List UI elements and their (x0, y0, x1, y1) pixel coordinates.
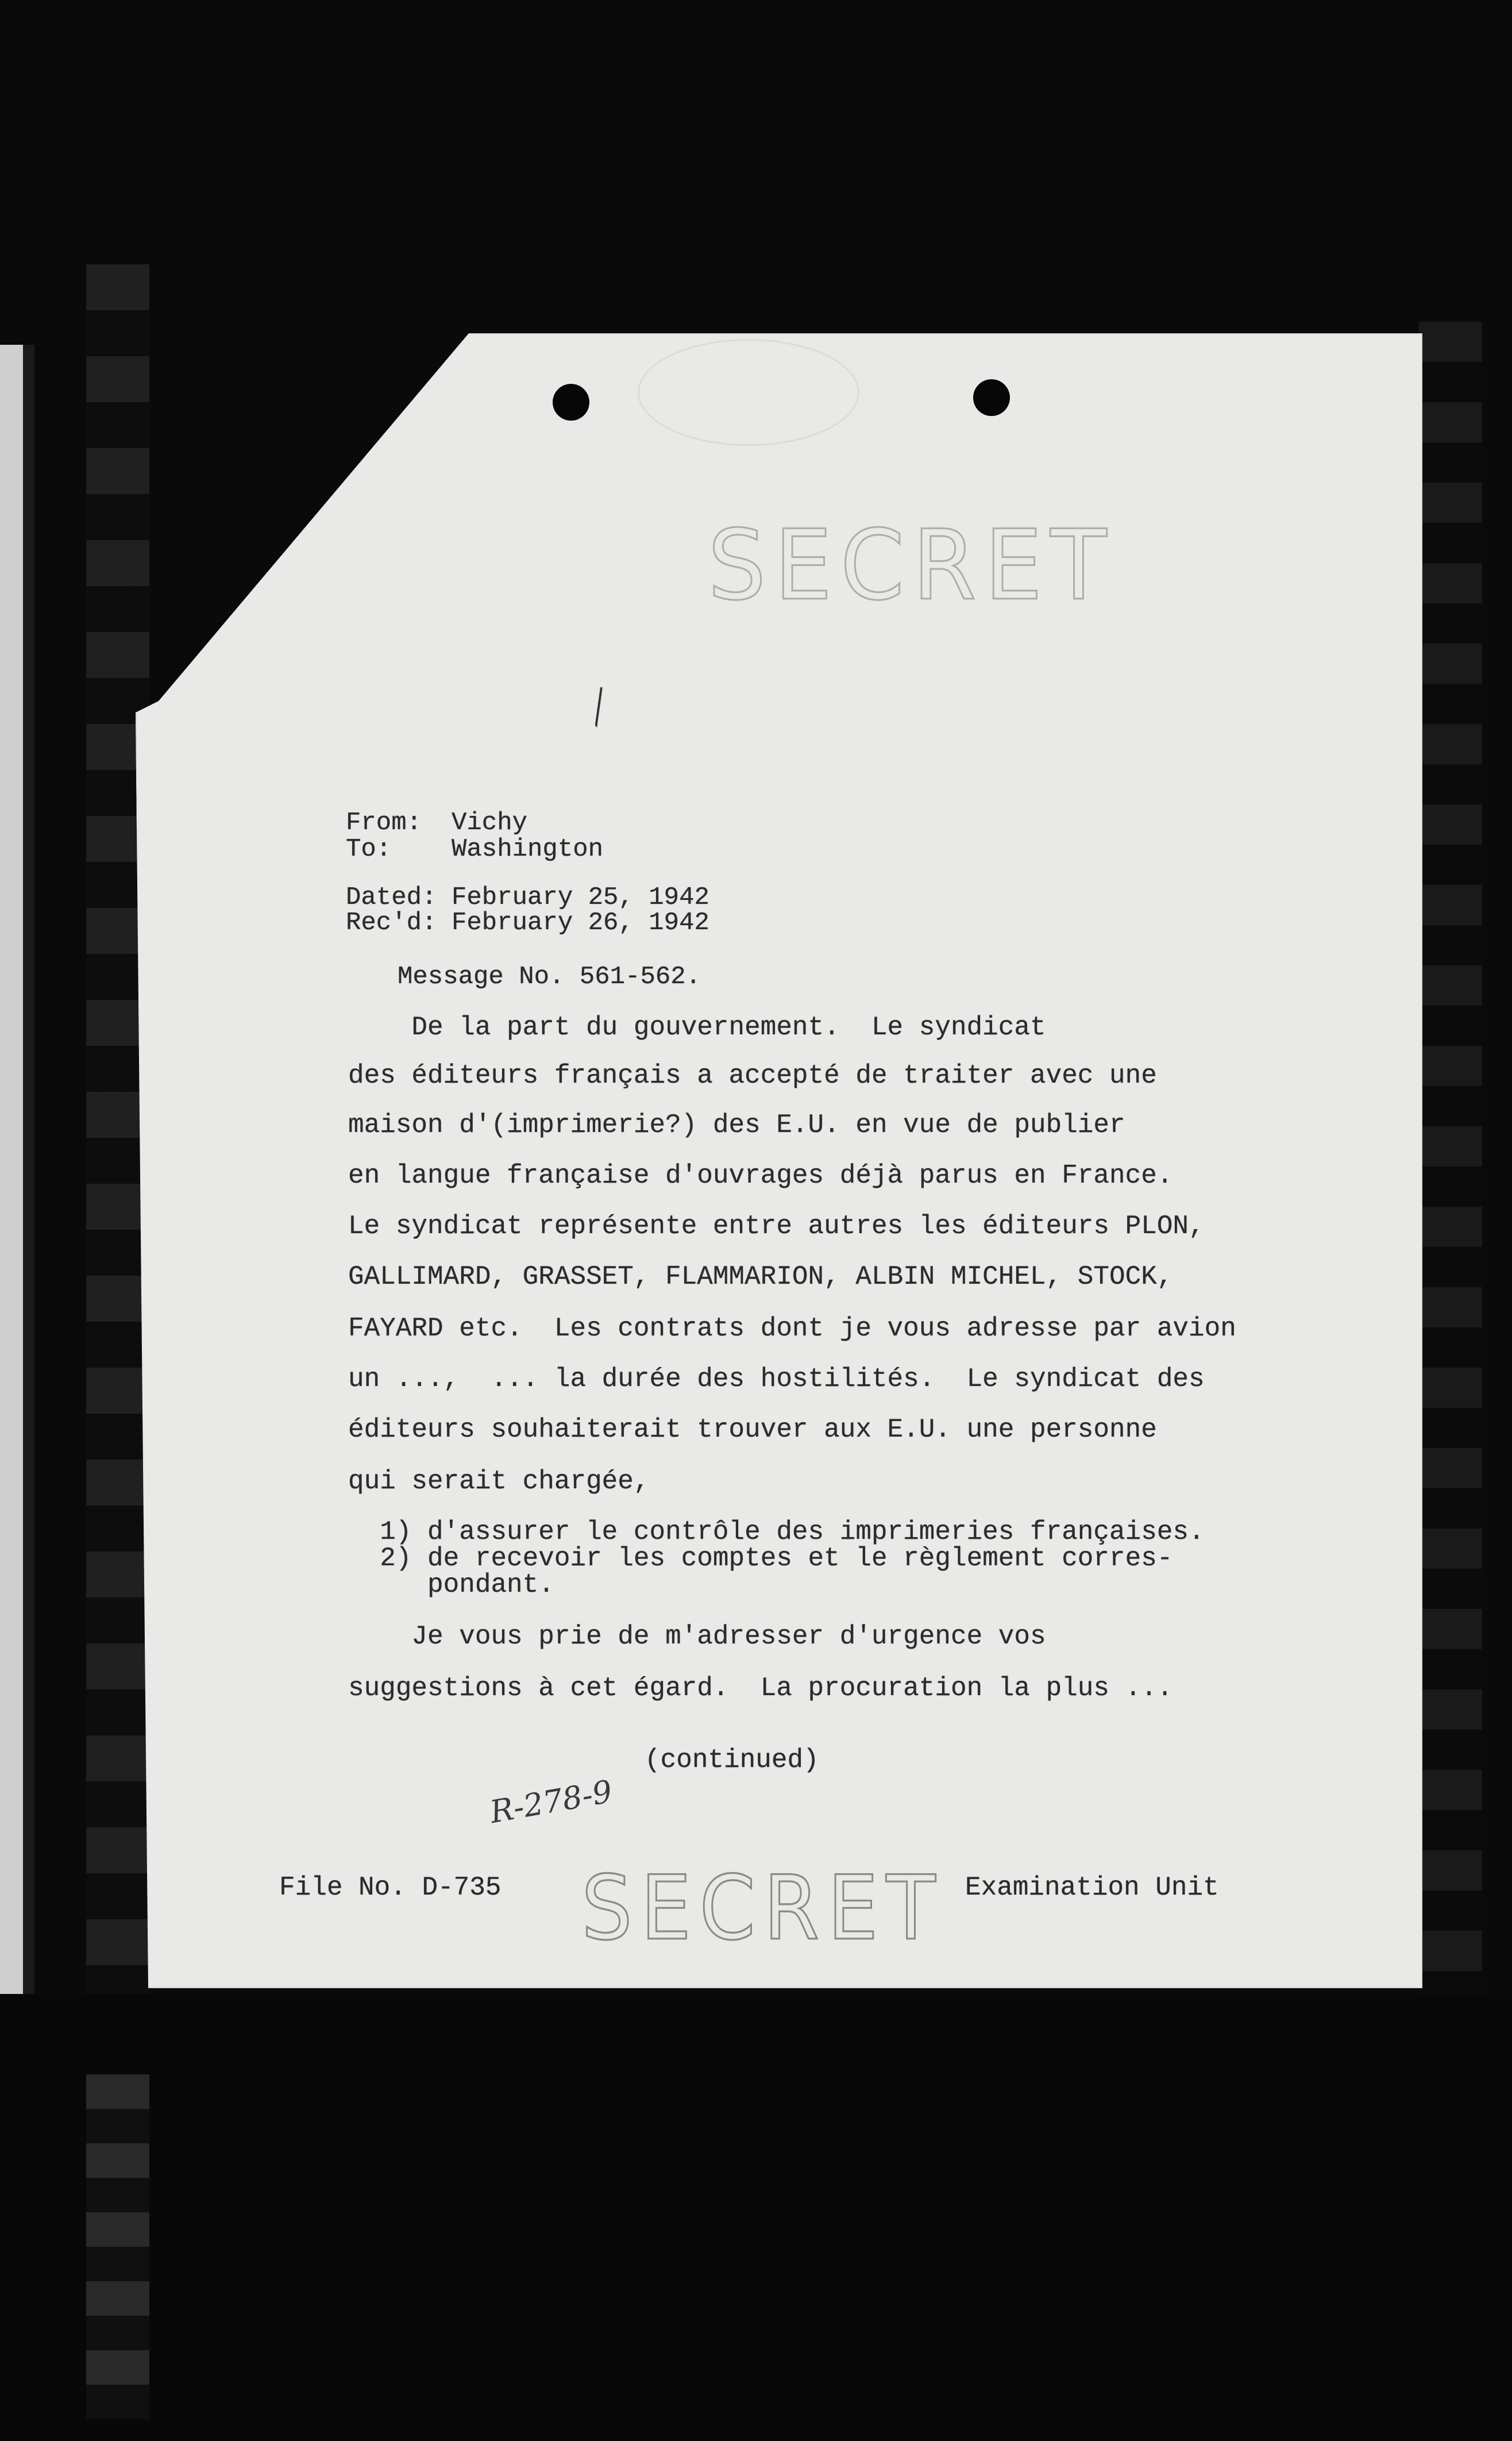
list-item: 2) de recevoir les comptes et le règlement corres- (348, 1543, 1173, 1573)
recd-label: Rec'd: (346, 908, 437, 937)
body-line: qui serait chargée, (348, 1466, 650, 1496)
list-item: pondant. (348, 1570, 554, 1600)
examination-unit: Examination Unit (965, 1873, 1219, 1903)
from-value: Vichy (452, 808, 528, 837)
punch-hole-right (973, 379, 1010, 416)
closing-line: Je vous prie de m'adresser d'urgence vos (348, 1622, 1046, 1651)
to-value: Washington (452, 835, 604, 864)
list-item: 1) d'assurer le contrôle des imprimeries françaises. (348, 1517, 1205, 1547)
dated-label: Dated: (346, 883, 437, 912)
body-line: des éditeurs français a accepté de traiter avec une (348, 1061, 1157, 1091)
secret-stamp-bottom: SECRET (581, 1857, 944, 1961)
film-sprocket-bottom (86, 2074, 149, 2419)
body-line: maison d'(imprimerie?) des E.U. en vue de publier (348, 1110, 1125, 1140)
faint-seal-impression (638, 339, 859, 446)
film-sprocket-right (1419, 322, 1482, 2218)
closing-line: suggestions à cet égard. La procuration la plus ... (348, 1673, 1173, 1703)
handwritten-reference: R-278-9 (487, 1773, 615, 1831)
body-line: De la part du gouvernement. Le syndicat (348, 1012, 1046, 1042)
body-line: FAYARD etc. Les contrats dont je vous adresse par avion (348, 1314, 1236, 1343)
body-line: Le syndicat représente entre autres les éditeurs PLON, (348, 1211, 1205, 1241)
to-label: To: (346, 835, 392, 864)
file-number: File No. D-735 (279, 1873, 502, 1903)
recd-value: February 26, 1942 (452, 908, 709, 937)
film-bottom (0, 1994, 1512, 2441)
dated-value: February 25, 1942 (452, 883, 709, 912)
secret-stamp-top: SECRET (708, 509, 1115, 622)
body-line: éditeurs souhaiterait trouver aux E.U. une personne (348, 1415, 1157, 1445)
body-line: GALLIMARD, GRASSET, FLAMMARION, ALBIN MICHEL, STOCK, (348, 1262, 1173, 1292)
punch-hole-left (553, 384, 589, 421)
body-line: un ..., ... la durée des hostilités. Le syndicat des (348, 1364, 1205, 1394)
continued-note: (continued) (645, 1745, 819, 1775)
body-line: en langue française d'ouvrages déjà parus en France. (348, 1161, 1173, 1191)
from-label: From: (346, 808, 422, 837)
film-left-edge-shadow (23, 345, 34, 1994)
message-number: Message No. 561-562. (398, 962, 701, 991)
film-sprocket-left (86, 264, 149, 2276)
